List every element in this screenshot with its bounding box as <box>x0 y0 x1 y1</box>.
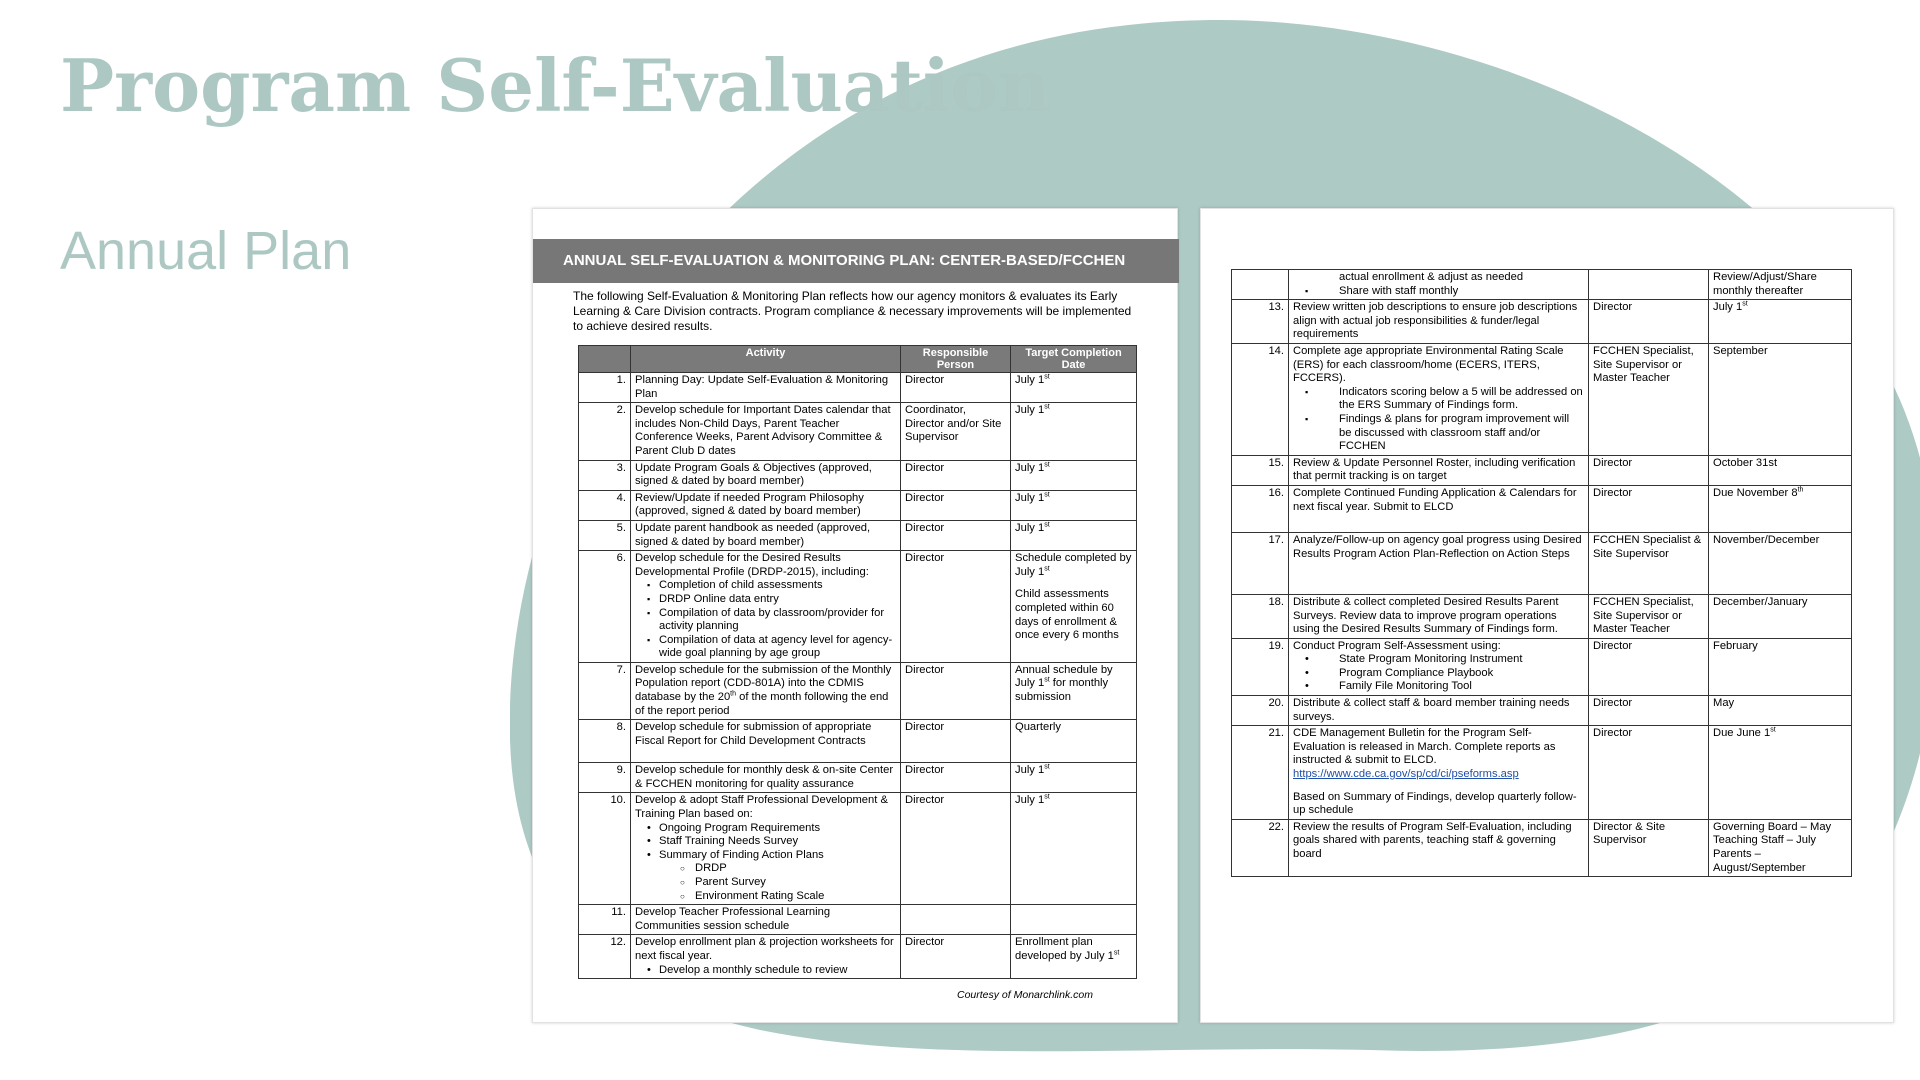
list-item: • Program Compliance Playbook <box>1293 667 1584 681</box>
table-row: 11. Develop Teacher Professional Learning Communities session schedule <box>579 905 1137 935</box>
column-header-responsible: Responsible Person <box>901 346 1011 373</box>
list-item: ○ Parent Survey <box>635 876 896 890</box>
list-item: ▪ Indicators scoring below a 5 will be addressed on the ERS Summary of Findings form. <box>1293 386 1584 413</box>
table-row: actual enrollment & adjust as needed ▪ Share with staff monthly Review/Adjust/Share monthly thereafter <box>1232 270 1852 300</box>
column-header-num <box>579 346 631 373</box>
table-row: 17. Analyze/Follow-up on agency goal progress using Desired Results Program Action Plan-Reflection on Action Steps FCCHEN Specialist & Site Supervisor November/December <box>1232 532 1852 594</box>
document-intro: The following Self-Evaluation & Monitoring Plan reflects how our agency monitors & evaluates its Early Learning & Care Division contracts. Program compliance & necessary improvements will be implemented to achieve desired results. <box>573 289 1132 333</box>
list-item: ▪ Compilation of data at agency level for agency-wide goal planning by age group <box>635 634 896 661</box>
column-header-activity: Activity <box>631 346 901 373</box>
table-row: 2. Develop schedule for Important Dates calendar that includes Non-Child Days, Parent Teacher Conference Weeks, Parent Advisory Committee & Parent Club D dates Coordinator, Director and/or Site Supervisor July 1st <box>579 403 1137 460</box>
table-header-row <box>579 346 1137 373</box>
table-row: 14. Complete age appropriate Environmental Rating Scale (ERS) for each classroom/home (ECERS, ITERS, FCCERS). ▪ Indicators scoring below a 5 will be addressed on the ERS Summary of Findings form. ▪ Findings & plans for program improvement will be discussed with classroom staff and/or FCCHEN FCCHEN Specialist, Site Supervisor or Master Teacher September <box>1232 343 1852 455</box>
list-item: • Develop a monthly schedule to review <box>635 964 896 978</box>
list-item: • Staff Training Needs Survey <box>635 835 896 849</box>
slide-subtitle: Annual Plan <box>60 221 352 281</box>
document-page-1 <box>532 208 1178 1023</box>
table-row: 8. Develop schedule for submission of appropriate Fiscal Report for Child Development Contracts Director Quarterly <box>579 720 1137 763</box>
courtesy-footer: Courtesy of Monarchlink.com <box>957 989 1093 1001</box>
slide-title: Program Self-Evaluation <box>60 43 1051 128</box>
table-row: 9. Develop schedule for monthly desk & on-site Center & FCCHEN monitoring for quality assurance Director July 1st <box>579 763 1137 793</box>
table-row: 21. CDE Management Bulletin for the Program Self-Evaluation is released in March. Complete reports as instructed & submit to ELCD. https://www.cde.ca.gov/sp/cd/ci/pseforms.asp Based on Summary of Findings, develop quarterly follow-up schedule Director Due June 1st <box>1232 726 1852 820</box>
list-item: ▪ Findings & plans for program improvement will be discussed with classroom staff and/or FCCHEN <box>1293 413 1584 454</box>
table-row: 7. Develop schedule for the submission of the Monthly Population report (CDD-801A) into the CDMIS database by the 20th of the month following the end of the report period Director Annual schedule by July 1st for monthly submission <box>579 662 1137 719</box>
list-item: ○ Environment Rating Scale <box>635 890 896 904</box>
list-item: ▪ Compilation of data by classroom/provider for activity planning <box>635 607 896 634</box>
table-row: 16. Complete Continued Funding Application & Calendars for next fiscal year. Submit to ELCD Director Due November 8th <box>1232 485 1852 532</box>
table-row: 3. Update Program Goals & Objectives (approved, signed & dated by board member) Director July 1st <box>579 460 1137 490</box>
document-header: ANNUAL SELF-EVALUATION & MONITORING PLAN: CENTER-BASED/FCCHEN <box>533 239 1179 283</box>
table-row: 13. Review written job descriptions to ensure job descriptions align with actual job responsibilities & funder/legal requirements Director July 1st <box>1232 300 1852 344</box>
document-page-2 <box>1200 208 1894 1023</box>
table-row: 6. Develop schedule for the Desired Results Developmental Profile (DRDP-2015), including: ▪ Completion of child assessments ▪ DRDP Online data entry ▪ Compilation of data by classroom/provider for activity planning ▪ Compilation of data at agency level for agency-wide goal planning by age group Director Schedule completed by July 1st Child assessments completed within 60 days of enrollment & once every 6 months <box>579 551 1137 663</box>
table-row: 18. Distribute & collect completed Desired Results Parent Surveys. Review data to improve program operations using the Desired Results Summary of Findings form. FCCHEN Specialist, Site Supervisor or Master Teacher December/January <box>1232 594 1852 638</box>
table-row: 4. Review/Update if needed Program Philosophy (approved, signed & dated by board member) Director July 1st <box>579 490 1137 520</box>
table-row: 15. Review & Update Personnel Roster, including verification that permit tracking is on target Director October 31st <box>1232 455 1852 485</box>
list-item: ▪ Completion of child assessments <box>635 579 896 593</box>
table-row: 10. Develop & adopt Staff Professional Development & Training Plan based on: • Ongoing Program Requirements • Staff Training Needs Survey • Summary of Finding Action Plans ○ DRDP ○ Parent Survey ○ Environment Rating Scale Director July 1st <box>579 793 1137 905</box>
list-item: ▪ Share with staff monthly <box>1293 285 1584 299</box>
list-item: ○ DRDP <box>635 862 896 876</box>
table-row: 12. Develop enrollment plan & projection worksheets for next fiscal year. • Develop a monthly schedule to review Director Enrollment plan developed by July 1st <box>579 935 1137 979</box>
list-item: ▪ DRDP Online data entry <box>635 593 896 607</box>
pseforms-link[interactable]: https://www.cde.ca.gov/sp/cd/ci/pseforms.asp <box>1293 768 1519 781</box>
table-row: 22. Review the results of Program Self-Evaluation, including goals shared with parents, teaching staff & governing board Director & Site Supervisor Governing Board – May Teaching Staff – July Parents – August/September <box>1232 819 1852 876</box>
list-item: • State Program Monitoring Instrument <box>1293 653 1584 667</box>
table-row: 5. Update parent handbook as needed (approved, signed & dated by board member) Director July 1st <box>579 520 1137 550</box>
column-header-target: Target Completion Date <box>1011 346 1137 373</box>
table-row: 20. Distribute & collect staff & board member training needs surveys. Director May <box>1232 696 1852 726</box>
list-item: • Family File Monitoring Tool <box>1293 680 1584 694</box>
list-item: • Summary of Finding Action Plans <box>635 849 896 863</box>
plan-table-page-1 <box>578 345 1137 979</box>
table-row: 1. Planning Day: Update Self-Evaluation & Monitoring Plan Director July 1st <box>579 373 1137 403</box>
list-item: • Ongoing Program Requirements <box>635 822 896 836</box>
plan-table-page-2 <box>1231 269 1852 877</box>
table-row: 19. Conduct Program Self-Assessment using: • State Program Monitoring Instrument • Program Compliance Playbook • Family File Monitoring Tool Director February <box>1232 638 1852 695</box>
